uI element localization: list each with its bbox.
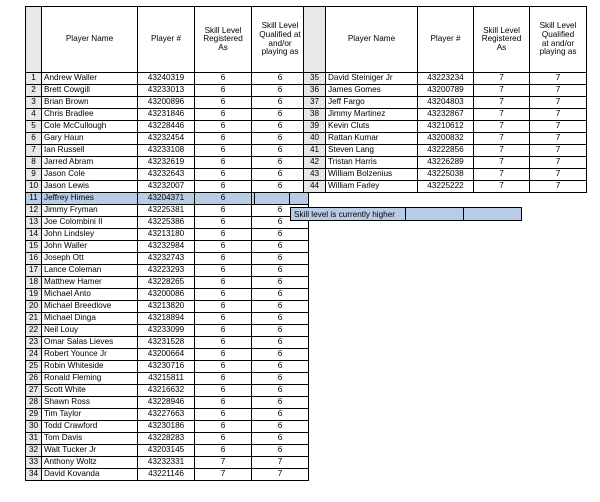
player-number-cell[interactable]: 43230186 bbox=[138, 421, 195, 433]
skill-registered-cell[interactable]: 6 bbox=[195, 277, 252, 289]
legend-swatch-2 bbox=[464, 208, 522, 221]
skill-registered-cell[interactable]: 6 bbox=[195, 109, 252, 121]
player-number-cell[interactable]: 43225381 bbox=[138, 205, 195, 217]
legend-swatch-1 bbox=[406, 208, 464, 221]
row-number-cell[interactable]: 23 bbox=[26, 337, 42, 349]
table-row[interactable] bbox=[26, 169, 309, 181]
table-row[interactable] bbox=[26, 289, 309, 301]
player-number-cell[interactable]: 43200789 bbox=[418, 85, 474, 97]
column-header-skill-qualified bbox=[252, 7, 309, 73]
skill-qualified-cell[interactable]: 6 bbox=[252, 385, 309, 397]
skill-registered-cell[interactable]: 6 bbox=[195, 337, 252, 349]
row-number-cell[interactable]: 14 bbox=[26, 229, 42, 241]
table-row[interactable] bbox=[304, 109, 587, 121]
skill-registered-cell[interactable]: 7 bbox=[474, 145, 530, 157]
row-number-cell[interactable]: 36 bbox=[304, 85, 326, 97]
row-number-cell[interactable]: 41 bbox=[304, 145, 326, 157]
player-number-cell[interactable]: 43232007 bbox=[138, 181, 195, 193]
skill-qualified-cell[interactable]: 6 bbox=[252, 169, 309, 181]
row-number-cell[interactable]: 29 bbox=[26, 409, 42, 421]
skill-registered-cell[interactable]: 7 bbox=[474, 73, 530, 85]
skill-registered-cell[interactable]: 6 bbox=[195, 385, 252, 397]
skill-qualified-cell[interactable]: 7 bbox=[530, 109, 587, 121]
row-number-cell[interactable]: 42 bbox=[304, 157, 326, 169]
row-number-cell[interactable]: 24 bbox=[26, 349, 42, 361]
row-number-cell[interactable]: 1 bbox=[26, 73, 42, 85]
player-number-cell[interactable]: 43227663 bbox=[138, 409, 195, 421]
player-name-cell[interactable]: William Bolzenius bbox=[326, 169, 418, 181]
skill-registered-cell[interactable]: 6 bbox=[195, 409, 252, 421]
player-number-cell[interactable]: 43203145 bbox=[138, 445, 195, 457]
row-number-cell[interactable]: 16 bbox=[26, 253, 42, 265]
table-row[interactable] bbox=[304, 73, 587, 85]
row-number-cell[interactable]: 6 bbox=[26, 133, 42, 145]
skill-registered-cell[interactable]: 6 bbox=[195, 157, 252, 169]
player-name-cell[interactable]: Brett Cowgill bbox=[42, 85, 138, 97]
skill-qualified-cell[interactable]: 6 bbox=[252, 109, 309, 121]
player-name-cell[interactable]: Jarred Abram bbox=[42, 157, 138, 169]
table-row[interactable] bbox=[26, 133, 309, 145]
player-number-cell[interactable]: 43233108 bbox=[138, 145, 195, 157]
player-name-cell[interactable]: Robin Whiteside bbox=[42, 361, 138, 373]
skill-qualified-cell[interactable]: 6 bbox=[252, 349, 309, 361]
row-number-cell[interactable]: 26 bbox=[26, 373, 42, 385]
table-row[interactable] bbox=[26, 373, 309, 385]
player-number-cell[interactable]: 43215811 bbox=[138, 373, 195, 385]
table-row[interactable] bbox=[26, 97, 309, 109]
row-number-cell[interactable]: 19 bbox=[26, 289, 42, 301]
skill-registered-cell[interactable]: 7 bbox=[474, 133, 530, 145]
player-name-cell[interactable]: Todd Crawford bbox=[42, 421, 138, 433]
table-header-row-right bbox=[304, 7, 587, 73]
player-name-cell[interactable]: Jason Lewis bbox=[42, 181, 138, 193]
skill-registered-cell[interactable]: 6 bbox=[195, 397, 252, 409]
table-row[interactable] bbox=[26, 217, 309, 229]
player-number-cell[interactable]: 43228946 bbox=[138, 397, 195, 409]
table-row[interactable] bbox=[26, 109, 309, 121]
header-line-4: playing as bbox=[539, 47, 577, 57]
player-number-cell[interactable]: 43200086 bbox=[138, 289, 195, 301]
skill-registered-cell[interactable]: 6 bbox=[195, 133, 252, 145]
player-number-cell[interactable]: 43222856 bbox=[418, 145, 474, 157]
column-header-skill-qualified bbox=[530, 7, 587, 73]
header-line-2: Registered bbox=[481, 34, 522, 44]
header-line-3: at and/or bbox=[541, 38, 575, 48]
player-name-cell[interactable]: Brian Brown bbox=[42, 97, 138, 109]
header-line-1: Skill Level bbox=[204, 25, 242, 35]
row-number-cell[interactable]: 10 bbox=[26, 181, 42, 193]
column-header-skill-registered bbox=[195, 7, 252, 73]
table-row[interactable] bbox=[26, 301, 309, 313]
legend-label: Skill level is currently higher bbox=[291, 208, 406, 221]
table-row[interactable] bbox=[26, 145, 309, 157]
row-number-cell[interactable]: 21 bbox=[26, 313, 42, 325]
player-name-cell[interactable]: Jeff Fargo bbox=[326, 97, 418, 109]
table-row[interactable] bbox=[26, 337, 309, 349]
table-row[interactable] bbox=[26, 181, 309, 193]
row-number-cell[interactable]: 40 bbox=[304, 133, 326, 145]
skill-qualified-cell[interactable]: 6 bbox=[252, 445, 309, 457]
player-name-cell[interactable]: Matthew Hamer bbox=[42, 277, 138, 289]
player-number-cell[interactable]: 43232743 bbox=[138, 253, 195, 265]
skill-registered-cell[interactable]: 6 bbox=[195, 313, 252, 325]
row-number-cell[interactable]: 22 bbox=[26, 325, 42, 337]
player-roster-table-left bbox=[25, 6, 309, 481]
player-number-cell[interactable]: 43204803 bbox=[418, 97, 474, 109]
skill-qualified-cell[interactable]: 6 bbox=[252, 313, 309, 325]
skill-qualified-cell[interactable]: 7 bbox=[530, 181, 587, 193]
table-row[interactable] bbox=[304, 169, 587, 181]
player-name-cell[interactable]: Chris Bradlee bbox=[42, 109, 138, 121]
header-line-4: playing as bbox=[261, 47, 299, 57]
skill-registered-cell[interactable]: 6 bbox=[195, 241, 252, 253]
player-number-cell[interactable]: 43228446 bbox=[138, 121, 195, 133]
skill-registered-cell[interactable]: 6 bbox=[195, 97, 252, 109]
table-row[interactable] bbox=[26, 253, 309, 265]
player-name-cell[interactable]: David Kovanda bbox=[42, 469, 138, 481]
table-row[interactable] bbox=[26, 397, 309, 409]
row-number-cell[interactable]: 12 bbox=[26, 205, 42, 217]
skill-qualified-cell[interactable]: 6 bbox=[252, 277, 309, 289]
player-number-cell[interactable]: 43232643 bbox=[138, 169, 195, 181]
header-line-1: Skill Level bbox=[483, 25, 520, 35]
player-number-cell[interactable]: 43225386 bbox=[138, 217, 195, 229]
player-number-cell[interactable]: 43218894 bbox=[138, 313, 195, 325]
player-name-cell[interactable]: James Gomes bbox=[326, 85, 418, 97]
row-number-cell[interactable]: 37 bbox=[304, 97, 326, 109]
row-number-cell[interactable]: 7 bbox=[26, 145, 42, 157]
header-line-2: Registered bbox=[203, 34, 243, 44]
player-number-cell[interactable]: 43228283 bbox=[138, 433, 195, 445]
player-name-cell[interactable]: Rattan Kumar bbox=[326, 133, 418, 145]
player-name-cell[interactable]: Andrew Waller bbox=[42, 73, 138, 85]
row-number-cell[interactable]: 39 bbox=[304, 121, 326, 133]
column-header-player-name: Player Name bbox=[326, 7, 418, 73]
skill-registered-cell[interactable]: 6 bbox=[195, 121, 252, 133]
skill-registered-cell[interactable]: 6 bbox=[195, 325, 252, 337]
table-row[interactable] bbox=[304, 133, 587, 145]
skill-qualified-cell[interactable]: 6 bbox=[252, 265, 309, 277]
skill-registered-cell[interactable]: 6 bbox=[195, 361, 252, 373]
header-line-3: As bbox=[218, 42, 228, 52]
player-name-cell[interactable]: Scott White bbox=[42, 385, 138, 397]
player-number-cell[interactable]: 43221146 bbox=[138, 469, 195, 481]
skill-registered-cell[interactable]: 7 bbox=[474, 85, 530, 97]
skill-qualified-cell[interactable]: 6 bbox=[252, 97, 309, 109]
skill-qualified-cell[interactable]: 6 bbox=[252, 397, 309, 409]
header-line-2: Qualified bbox=[541, 29, 575, 39]
skill-qualified-cell[interactable]: 6 bbox=[252, 289, 309, 301]
player-name-cell[interactable]: Michael Breedlove bbox=[42, 301, 138, 313]
row-number-cell[interactable]: 43 bbox=[304, 169, 326, 181]
row-number-cell[interactable]: 27 bbox=[26, 385, 42, 397]
player-name-cell[interactable]: Ian Russell bbox=[42, 145, 138, 157]
row-number-cell[interactable]: 32 bbox=[26, 445, 42, 457]
player-name-cell[interactable]: Jimmy Martinez bbox=[326, 109, 418, 121]
player-name-cell[interactable]: Jimmy Fryman bbox=[42, 205, 138, 217]
player-name-cell[interactable]: Shawn Ross bbox=[42, 397, 138, 409]
player-number-cell[interactable]: 43233013 bbox=[138, 85, 195, 97]
skill-qualified-cell[interactable]: 7 bbox=[530, 169, 587, 181]
skill-qualified-cell[interactable]: 6 bbox=[252, 241, 309, 253]
legend-row bbox=[291, 208, 522, 221]
skill-qualified-cell[interactable]: 6 bbox=[252, 433, 309, 445]
rownum-header bbox=[304, 7, 326, 73]
table-row[interactable] bbox=[26, 469, 309, 481]
table-row[interactable] bbox=[26, 265, 309, 277]
row-number-cell[interactable]: 15 bbox=[26, 241, 42, 253]
skill-registered-cell[interactable]: 7 bbox=[195, 457, 252, 469]
player-name-cell[interactable]: Michael Anto bbox=[42, 289, 138, 301]
table-row[interactable] bbox=[26, 241, 309, 253]
row-number-cell[interactable]: 35 bbox=[304, 73, 326, 85]
skill-registered-cell[interactable]: 6 bbox=[195, 349, 252, 361]
row-number-cell[interactable]: 30 bbox=[26, 421, 42, 433]
skill-registered-cell[interactable]: 7 bbox=[474, 121, 530, 133]
skill-registered-cell[interactable]: 7 bbox=[195, 469, 252, 481]
table-row[interactable] bbox=[26, 457, 309, 469]
skill-registered-cell[interactable]: 6 bbox=[195, 289, 252, 301]
table-row[interactable] bbox=[304, 85, 587, 97]
player-name-cell[interactable]: Tristan Harris bbox=[326, 157, 418, 169]
skill-qualified-cell[interactable]: 6 bbox=[252, 325, 309, 337]
skill-qualified-cell[interactable]: 6 bbox=[252, 421, 309, 433]
row-number-cell[interactable]: 20 bbox=[26, 301, 42, 313]
table-row[interactable] bbox=[26, 325, 309, 337]
skill-registered-cell[interactable]: 7 bbox=[474, 169, 530, 181]
table-row[interactable] bbox=[26, 73, 309, 85]
player-name-cell[interactable]: Walt Tucker Jr bbox=[42, 445, 138, 457]
header-line-3: As bbox=[496, 42, 507, 52]
skill-qualified-cell[interactable]: 6 bbox=[252, 133, 309, 145]
skill-qualified-cell[interactable]: 7 bbox=[530, 73, 587, 85]
player-number-cell[interactable]: 43226289 bbox=[418, 157, 474, 169]
skill-registered-cell[interactable]: 6 bbox=[195, 265, 252, 277]
skill-qualified-cell[interactable]: 7 bbox=[530, 85, 587, 97]
player-number-cell[interactable]: 43240319 bbox=[138, 73, 195, 85]
row-number-cell[interactable]: 2 bbox=[26, 85, 42, 97]
player-number-cell[interactable]: 43232331 bbox=[138, 457, 195, 469]
legend bbox=[290, 207, 522, 221]
skill-registered-cell[interactable]: 6 bbox=[195, 145, 252, 157]
player-name-cell[interactable]: Tom Davis bbox=[42, 433, 138, 445]
skill-qualified-cell[interactable]: 7 bbox=[252, 469, 309, 481]
table-row[interactable] bbox=[26, 313, 309, 325]
table-row[interactable] bbox=[26, 229, 309, 241]
skill-qualified-cell[interactable]: 7 bbox=[530, 145, 587, 157]
skill-registered-cell[interactable]: 6 bbox=[195, 253, 252, 265]
player-number-cell[interactable]: 43225038 bbox=[418, 169, 474, 181]
table-row[interactable] bbox=[26, 85, 309, 97]
row-number-cell[interactable]: 3 bbox=[26, 97, 42, 109]
skill-registered-cell[interactable]: 6 bbox=[195, 217, 252, 229]
player-name-cell[interactable]: Kevin Cluts bbox=[326, 121, 418, 133]
row-number-cell[interactable]: 4 bbox=[26, 109, 42, 121]
skill-qualified-cell[interactable]: 7 bbox=[530, 97, 587, 109]
player-name-cell[interactable]: Neil Louy bbox=[42, 325, 138, 337]
player-number-cell[interactable]: 43231846 bbox=[138, 109, 195, 121]
player-name-cell[interactable]: Jason Cole bbox=[42, 169, 138, 181]
player-number-cell[interactable]: 43200896 bbox=[138, 97, 195, 109]
player-name-cell[interactable]: Steven Lang bbox=[326, 145, 418, 157]
table-row[interactable] bbox=[304, 145, 587, 157]
player-name-cell[interactable]: Lance Coleman bbox=[42, 265, 138, 277]
skill-registered-cell[interactable]: 6 bbox=[195, 193, 252, 205]
player-name-cell[interactable]: William Farley bbox=[326, 181, 418, 193]
skill-qualified-cell[interactable]: 6 bbox=[252, 205, 309, 217]
player-name-cell[interactable]: Michael Dinga bbox=[42, 313, 138, 325]
header-line-3: and/or bbox=[268, 38, 292, 48]
skill-qualified-cell[interactable]: 6 bbox=[252, 361, 309, 373]
player-name-cell[interactable]: Joe Colombini II bbox=[42, 217, 138, 229]
player-name-cell[interactable]: Jeffrey Himes bbox=[42, 193, 138, 205]
skill-registered-cell[interactable]: 6 bbox=[195, 433, 252, 445]
player-number-cell[interactable]: 43232984 bbox=[138, 241, 195, 253]
player-number-cell[interactable]: 43232619 bbox=[138, 157, 195, 169]
skill-qualified-cell[interactable]: 6 bbox=[252, 121, 309, 133]
player-name-cell[interactable]: Joseph Ott bbox=[42, 253, 138, 265]
row-number-cell[interactable]: 38 bbox=[304, 109, 326, 121]
skill-qualified-cell[interactable]: 7 bbox=[530, 133, 587, 145]
player-name-cell[interactable]: Cole McCullough bbox=[42, 121, 138, 133]
header-line-1: Skill Level bbox=[261, 21, 299, 31]
table-row[interactable] bbox=[304, 97, 587, 109]
row-number-cell[interactable]: 11 bbox=[26, 193, 42, 205]
skill-registered-cell[interactable]: 6 bbox=[195, 85, 252, 97]
skill-qualified-cell[interactable]: 7 bbox=[530, 121, 587, 133]
table-row[interactable] bbox=[304, 157, 587, 169]
skill-registered-cell[interactable]: 7 bbox=[474, 97, 530, 109]
skill-registered-cell[interactable]: 7 bbox=[474, 157, 530, 169]
skill-qualified-cell[interactable]: 6 bbox=[252, 301, 309, 313]
skill-qualified-cell[interactable]: 6 bbox=[252, 373, 309, 385]
skill-registered-cell[interactable]: 6 bbox=[195, 169, 252, 181]
player-number-cell[interactable]: 43213820 bbox=[138, 301, 195, 313]
table-row[interactable] bbox=[26, 349, 309, 361]
skill-qualified-cell[interactable]: 6 bbox=[252, 217, 309, 229]
player-number-cell[interactable]: 43210612 bbox=[418, 121, 474, 133]
table-row[interactable] bbox=[26, 421, 309, 433]
player-number-cell[interactable]: 43232867 bbox=[418, 109, 474, 121]
legend-swatch-stray bbox=[254, 192, 290, 205]
row-number-cell[interactable]: 8 bbox=[26, 157, 42, 169]
row-number-cell[interactable]: 18 bbox=[26, 277, 42, 289]
player-number-cell[interactable]: 43216632 bbox=[138, 385, 195, 397]
player-roster-table-right bbox=[303, 6, 587, 193]
player-name-cell[interactable]: John Waller bbox=[42, 241, 138, 253]
table-row[interactable] bbox=[26, 277, 309, 289]
column-header-skill-registered bbox=[474, 7, 530, 73]
column-header-player-number: Player # bbox=[138, 7, 195, 73]
player-number-cell[interactable]: 43225222 bbox=[418, 181, 474, 193]
row-number-cell[interactable]: 9 bbox=[26, 169, 42, 181]
row-number-cell[interactable]: 33 bbox=[26, 457, 42, 469]
skill-qualified-cell[interactable]: 6 bbox=[252, 229, 309, 241]
table-row[interactable] bbox=[26, 385, 309, 397]
player-number-cell[interactable]: 43230716 bbox=[138, 361, 195, 373]
skill-qualified-cell[interactable]: 6 bbox=[252, 181, 309, 193]
skill-qualified-cell[interactable]: 7 bbox=[530, 157, 587, 169]
skill-registered-cell[interactable]: 6 bbox=[195, 373, 252, 385]
player-name-cell[interactable]: Anthony Woltz bbox=[42, 457, 138, 469]
player-number-cell[interactable]: 43228265 bbox=[138, 277, 195, 289]
column-header-player-name: Player Name bbox=[42, 7, 138, 73]
skill-qualified-cell[interactable]: 6 bbox=[252, 253, 309, 265]
row-number-cell[interactable]: 25 bbox=[26, 361, 42, 373]
table-row[interactable] bbox=[26, 433, 309, 445]
player-number-cell[interactable]: 43232454 bbox=[138, 133, 195, 145]
table-row[interactable] bbox=[26, 157, 309, 169]
table-header-row-left bbox=[26, 7, 309, 73]
player-number-cell[interactable]: 43213180 bbox=[138, 229, 195, 241]
player-name-cell[interactable]: John Lindsley bbox=[42, 229, 138, 241]
player-number-cell[interactable]: 43223234 bbox=[418, 73, 474, 85]
row-number-cell[interactable]: 17 bbox=[26, 265, 42, 277]
table-row[interactable] bbox=[26, 409, 309, 421]
row-number-cell[interactable]: 28 bbox=[26, 397, 42, 409]
table-row[interactable] bbox=[304, 121, 587, 133]
skill-qualified-cell[interactable]: 6 bbox=[252, 409, 309, 421]
table-row[interactable] bbox=[26, 121, 309, 133]
skill-registered-cell[interactable]: 6 bbox=[195, 229, 252, 241]
rownum-header bbox=[26, 7, 42, 73]
table-row[interactable] bbox=[26, 445, 309, 457]
player-number-cell[interactable]: 43231528 bbox=[138, 337, 195, 349]
skill-registered-cell[interactable]: 6 bbox=[195, 205, 252, 217]
header-line-2: Qualified at bbox=[259, 29, 301, 39]
row-number-cell[interactable]: 34 bbox=[26, 469, 42, 481]
player-name-cell[interactable]: Ronald Fleming bbox=[42, 373, 138, 385]
player-number-cell[interactable]: 43200832 bbox=[418, 133, 474, 145]
row-number-cell[interactable]: 44 bbox=[304, 181, 326, 193]
player-number-cell[interactable]: 43204371 bbox=[138, 193, 195, 205]
skill-qualified-cell[interactable]: 6 bbox=[252, 73, 309, 85]
skill-registered-cell[interactable]: 6 bbox=[195, 181, 252, 193]
row-number-cell[interactable]: 31 bbox=[26, 433, 42, 445]
header-line-1: Skill Level bbox=[539, 21, 577, 31]
skill-registered-cell[interactable]: 6 bbox=[195, 301, 252, 313]
player-number-cell[interactable]: 43223293 bbox=[138, 265, 195, 277]
table-row[interactable] bbox=[304, 181, 587, 193]
player-name-cell[interactable]: Omar Salas Lieves bbox=[42, 337, 138, 349]
player-number-cell[interactable]: 43233099 bbox=[138, 325, 195, 337]
player-name-cell[interactable]: Tim Taylor bbox=[42, 409, 138, 421]
skill-registered-cell[interactable]: 6 bbox=[195, 73, 252, 85]
skill-qualified-cell[interactable]: 6 bbox=[252, 157, 309, 169]
row-number-cell[interactable]: 5 bbox=[26, 121, 42, 133]
table-row[interactable] bbox=[26, 205, 309, 217]
skill-registered-cell[interactable]: 7 bbox=[474, 109, 530, 121]
player-number-cell[interactable]: 43200664 bbox=[138, 349, 195, 361]
skill-qualified-cell[interactable]: 6 bbox=[252, 85, 309, 97]
skill-qualified-cell[interactable]: 7 bbox=[252, 457, 309, 469]
skill-registered-cell[interactable]: 6 bbox=[195, 421, 252, 433]
column-header-player-number: Player # bbox=[418, 7, 474, 73]
player-name-cell[interactable]: Robert Younce Jr bbox=[42, 349, 138, 361]
skill-qualified-cell[interactable]: 6 bbox=[252, 337, 309, 349]
skill-qualified-cell[interactable]: 6 bbox=[252, 145, 309, 157]
skill-registered-cell[interactable]: 6 bbox=[195, 445, 252, 457]
table-row[interactable] bbox=[26, 361, 309, 373]
skill-registered-cell[interactable]: 7 bbox=[474, 181, 530, 193]
row-number-cell[interactable]: 13 bbox=[26, 217, 42, 229]
player-name-cell[interactable]: David Steiniger Jr bbox=[326, 73, 418, 85]
player-name-cell[interactable]: Gary Haun bbox=[42, 133, 138, 145]
